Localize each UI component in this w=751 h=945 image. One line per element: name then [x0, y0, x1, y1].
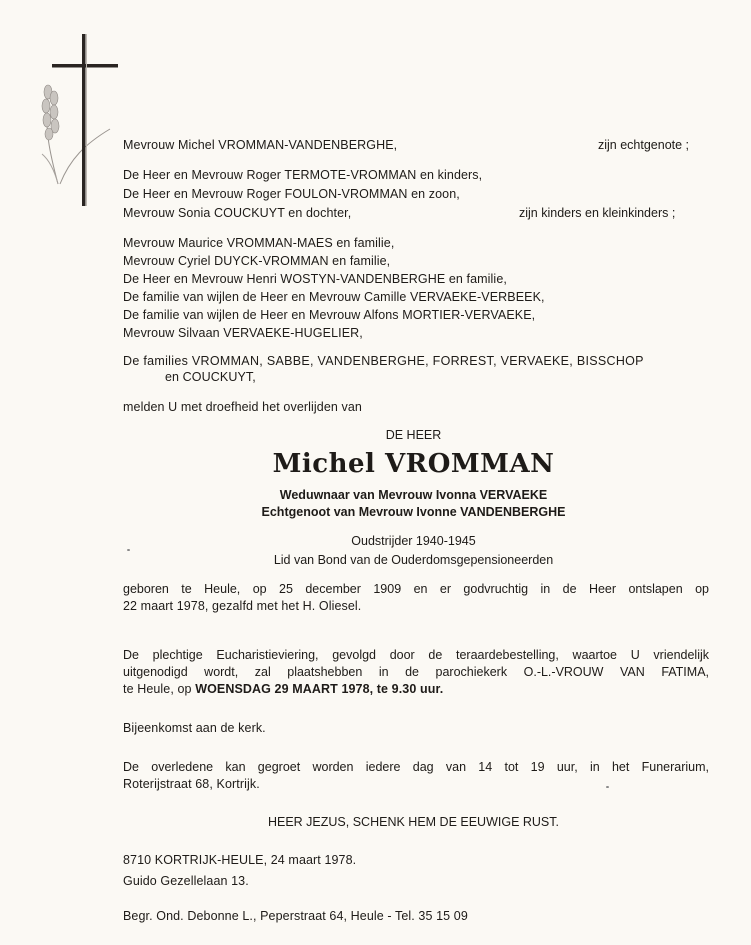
viewing-line: Roterijstraat 68, Kortrijk.	[123, 777, 260, 791]
address: Guido Gezellelaan 13.	[123, 874, 249, 888]
relative-line: Mevrouw Maurice VROMMAN-MAES en familie,	[123, 236, 395, 250]
viewing-line: De overledene kan gegroet worden iedere dag van 14 tot 19 uur, in het Funerarium,	[123, 760, 709, 774]
service-line	[123, 681, 443, 697]
service-prefix: te Heule, op	[123, 682, 192, 696]
gathering-line: Bijeenkomst aan de kerk.	[123, 721, 266, 735]
family-line: De Heer en Mevrouw Roger FOULON-VROMMAN en zoon,	[123, 187, 460, 201]
relative-line: De familie van wijlen de Heer en Mevrouw Camille VERVAEKE-VERBEEK,	[123, 290, 545, 304]
family-relation: zijn kinders en kleinkinders ;	[519, 206, 676, 220]
family-line: Mevrouw Michel VROMMAN-VANDENBERGHE,	[123, 138, 398, 152]
prayer-line: HEER JEZUS, SCHENK HEM DE EEUWIGE RUST.	[267, 815, 559, 829]
family-line: De Heer en Mevrouw Roger TERMOTE-VROMMAN en kinders,	[123, 168, 483, 182]
relative-line: Mevrouw Cyriel DUYCK-VROMMAN en familie,	[123, 254, 391, 268]
family-line: Mevrouw Sonia COUCKUYT en dochter,	[123, 206, 352, 220]
relative-line: De Heer en Mevrouw Henri WOSTYN-VANDENBERGHE en familie,	[123, 272, 507, 286]
family-relation: zijn echtgenote ;	[598, 138, 690, 152]
relative-line: De familie van wijlen de Heer en Mevrouw Alfons MORTIER-VERVAEKE,	[123, 308, 536, 322]
birth-line: geboren te Heule, op 25 december 1909 en er godvruchtig in de Heer ontslapen op	[123, 582, 709, 596]
honorific: DE HEER	[385, 428, 442, 442]
announcement: melden U met droefheid het overlijden van	[123, 400, 362, 414]
service-date: WOENSDAG 29 MAART 1978, te 9.30 uur.	[195, 682, 444, 696]
cross-wheat-icon	[30, 34, 125, 214]
spouse-line: Echtgenoot van Mevrouw Ivonne VANDENBERGHE	[261, 505, 566, 519]
member-line: Lid van Bond van de Ouderdomsgepensioneerden	[273, 553, 554, 567]
relative-line: Mevrouw Silvaan VERVAEKE-HUGELIER,	[123, 326, 363, 340]
speck	[127, 549, 130, 551]
families-line: De families VROMMAN, SABBE, VANDENBERGHE, FORREST, VERVAEKE, BISSCHOP	[123, 354, 644, 368]
service-line: De plechtige Eucharistieviering, gevolgd door de teraardebestelling, waartoe U vriendelijk	[123, 648, 709, 662]
widower-line: Weduwnaar van Mevrouw Ivonna VERVAEKE	[279, 488, 548, 502]
speck	[606, 786, 609, 788]
deceased-name: Michel VROMMAN	[272, 449, 555, 479]
veteran-line: Oudstrijder 1940-1945	[351, 534, 476, 548]
undertaker: Begr. Ond. Debonne L., Peperstraat 64, Heule - Tel. 35 15 09	[123, 909, 468, 923]
birth-line: 22 maart 1978, gezalfd met het H. Oliesel.	[123, 599, 362, 613]
families-line: en COUCKUYT,	[165, 370, 256, 384]
service-line: uitgenodigd wordt, zal plaatshebben in de parochiekerk O.-L.-VROUW VAN FATIMA,	[123, 665, 709, 679]
place-date: 8710 KORTRIJK-HEULE, 24 maart 1978.	[123, 853, 357, 867]
